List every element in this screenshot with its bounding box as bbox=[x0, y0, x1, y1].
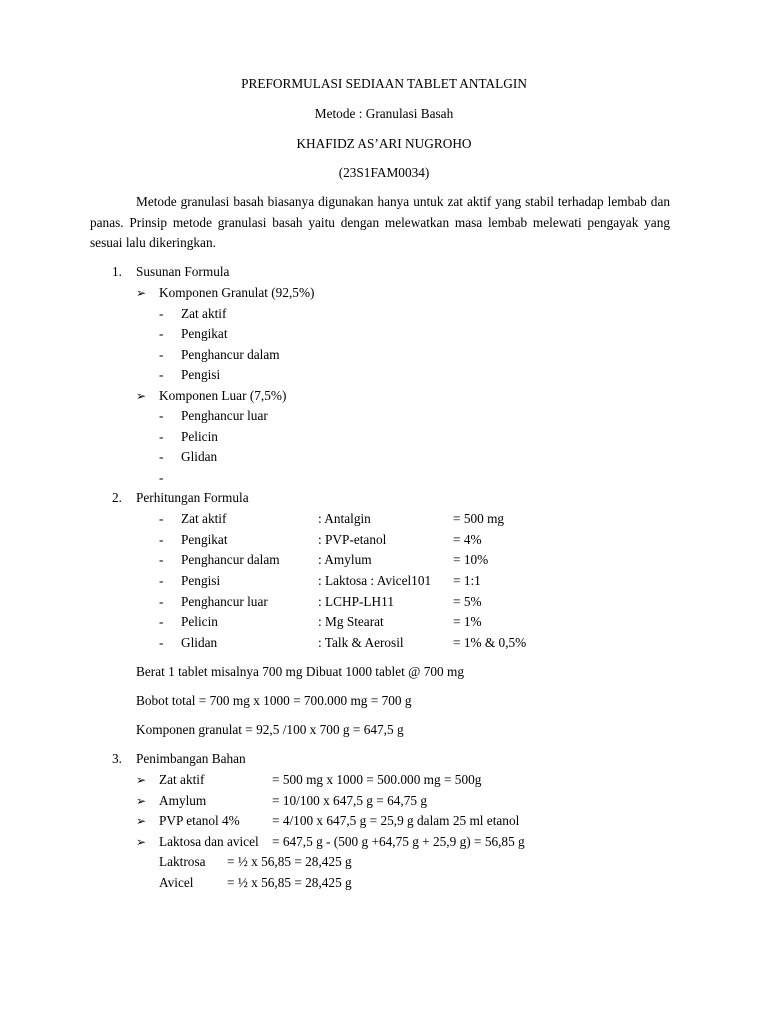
section3-number: 3. bbox=[112, 751, 122, 766]
section1-title: Susunan Formula bbox=[136, 264, 230, 279]
formula-name: Pelicin bbox=[181, 614, 218, 629]
list-item: Pengikat bbox=[181, 326, 228, 341]
formula-material: : LCHP-LH11 bbox=[318, 594, 394, 609]
dash-bullet: - bbox=[159, 635, 164, 650]
weigh-calc: = 500 mg x 1000 = 500.000 mg = 500g bbox=[272, 772, 482, 787]
weigh-calc: = 647,5 g - (500 g +64,75 g + 25,9 g) = 56,85 g bbox=[272, 834, 525, 849]
dash-bullet: - bbox=[159, 511, 164, 526]
formula-name: Glidan bbox=[181, 635, 218, 650]
granulat-title: Komponen Granulat (92,5%) bbox=[159, 285, 315, 300]
dash-bullet: - bbox=[159, 573, 164, 588]
weigh-calc: = 4/100 x 647,5 g = 25,9 g dalam 25 ml etanol bbox=[272, 813, 520, 828]
formula-material: : Amylum bbox=[318, 552, 372, 567]
arrow-bullet: ➢ bbox=[136, 794, 147, 808]
dash-bullet: - bbox=[159, 449, 164, 464]
dash-bullet: - bbox=[159, 594, 164, 609]
formula-name: Zat aktif bbox=[181, 511, 227, 526]
weigh-sub-calc: = ½ x 56,85 = 28,425 g bbox=[227, 875, 352, 890]
list-item: Pengisi bbox=[181, 367, 221, 382]
list-item: Penghancur luar bbox=[181, 408, 268, 423]
dash-bullet: - bbox=[159, 367, 164, 382]
formula-material: : Mg Stearat bbox=[318, 614, 384, 629]
dash-bullet: - bbox=[159, 552, 164, 567]
calc-line-bobot: Bobot total = 700 mg x 1000 = 700.000 mg = 700 g bbox=[136, 693, 412, 708]
arrow-bullet: ➢ bbox=[136, 773, 147, 787]
intro-paragraph: Metode granulasi basah biasanya digunakan hanya untuk zat aktif yang stabil terhadap lembab dan panas. Prinsip metode granulasi basah yaitu dengan melewatkan masa lembab melewati pengayak yang sesuai lalu dikeringkan. bbox=[90, 194, 670, 250]
dash-bullet: - bbox=[159, 326, 164, 341]
weigh-name: PVP etanol 4% bbox=[159, 813, 240, 828]
formula-material: : Talk & Aerosil bbox=[318, 635, 404, 650]
document-method: Metode : Granulasi Basah bbox=[314, 106, 454, 121]
weigh-sub-name: Laktrosa bbox=[159, 854, 206, 869]
calc-line-granulat: Komponen granulat = 92,5 /100 x 700 g = 647,5 g bbox=[136, 722, 404, 737]
formula-name: Pengisi bbox=[181, 573, 221, 588]
formula-amount: = 1% bbox=[453, 614, 482, 629]
arrow-bullet: ➢ bbox=[136, 389, 147, 403]
dash-bullet: - bbox=[159, 614, 164, 629]
weigh-calc: = 10/100 x 647,5 g = 64,75 g bbox=[272, 793, 427, 808]
formula-name: Pengikat bbox=[181, 532, 228, 547]
dash-bullet: - bbox=[159, 429, 164, 444]
formula-material: : Laktosa : Avicel101 bbox=[318, 573, 432, 588]
weigh-sub-calc: = ½ x 56,85 = 28,425 g bbox=[227, 854, 352, 869]
formula-amount: = 10% bbox=[453, 552, 489, 567]
formula-name: Penghancur dalam bbox=[181, 552, 280, 567]
arrow-bullet: ➢ bbox=[136, 835, 147, 849]
document-nim: (23S1FAM0034) bbox=[338, 165, 430, 180]
formula-amount: = 4% bbox=[453, 532, 482, 547]
arrow-bullet: ➢ bbox=[136, 814, 147, 828]
formula-material: : Antalgin bbox=[318, 511, 371, 526]
luar-title: Komponen Luar (7,5%) bbox=[159, 388, 287, 403]
document-title: PREFORMULASI SEDIAAN TABLET ANTALGIN bbox=[241, 76, 527, 91]
weigh-name: Zat aktif bbox=[159, 772, 205, 787]
list-item: Glidan bbox=[181, 449, 218, 464]
dash-bullet: - bbox=[159, 470, 164, 485]
formula-amount: = 500 mg bbox=[453, 511, 505, 526]
weigh-name: Amylum bbox=[159, 793, 207, 808]
dash-bullet: - bbox=[159, 532, 164, 547]
formula-amount: = 1:1 bbox=[453, 573, 481, 588]
formula-amount: = 1% & 0,5% bbox=[453, 635, 527, 650]
list-item: Zat aktif bbox=[181, 306, 227, 321]
dash-bullet: - bbox=[159, 306, 164, 321]
arrow-bullet: ➢ bbox=[136, 286, 147, 300]
section2-number: 2. bbox=[112, 490, 122, 505]
dash-bullet: - bbox=[159, 408, 164, 423]
section2-title: Perhitungan Formula bbox=[136, 490, 249, 505]
weigh-name: Laktosa dan avicel bbox=[159, 834, 259, 849]
document-author: KHAFIDZ AS’ARI NUGROHO bbox=[296, 136, 472, 151]
calc-line-tablet: Berat 1 tablet misalnya 700 mg Dibuat 1000 tablet @ 700 mg bbox=[136, 664, 464, 679]
formula-material: : PVP-etanol bbox=[318, 532, 387, 547]
section1-number: 1. bbox=[112, 264, 122, 279]
list-item: Pelicin bbox=[181, 429, 218, 444]
list-item: Penghancur dalam bbox=[181, 347, 280, 362]
weigh-sub-name: Avicel bbox=[159, 875, 194, 890]
formula-name: Penghancur luar bbox=[181, 594, 268, 609]
dash-bullet: - bbox=[159, 347, 164, 362]
section3-title: Penimbangan Bahan bbox=[136, 751, 246, 766]
formula-amount: = 5% bbox=[453, 594, 482, 609]
